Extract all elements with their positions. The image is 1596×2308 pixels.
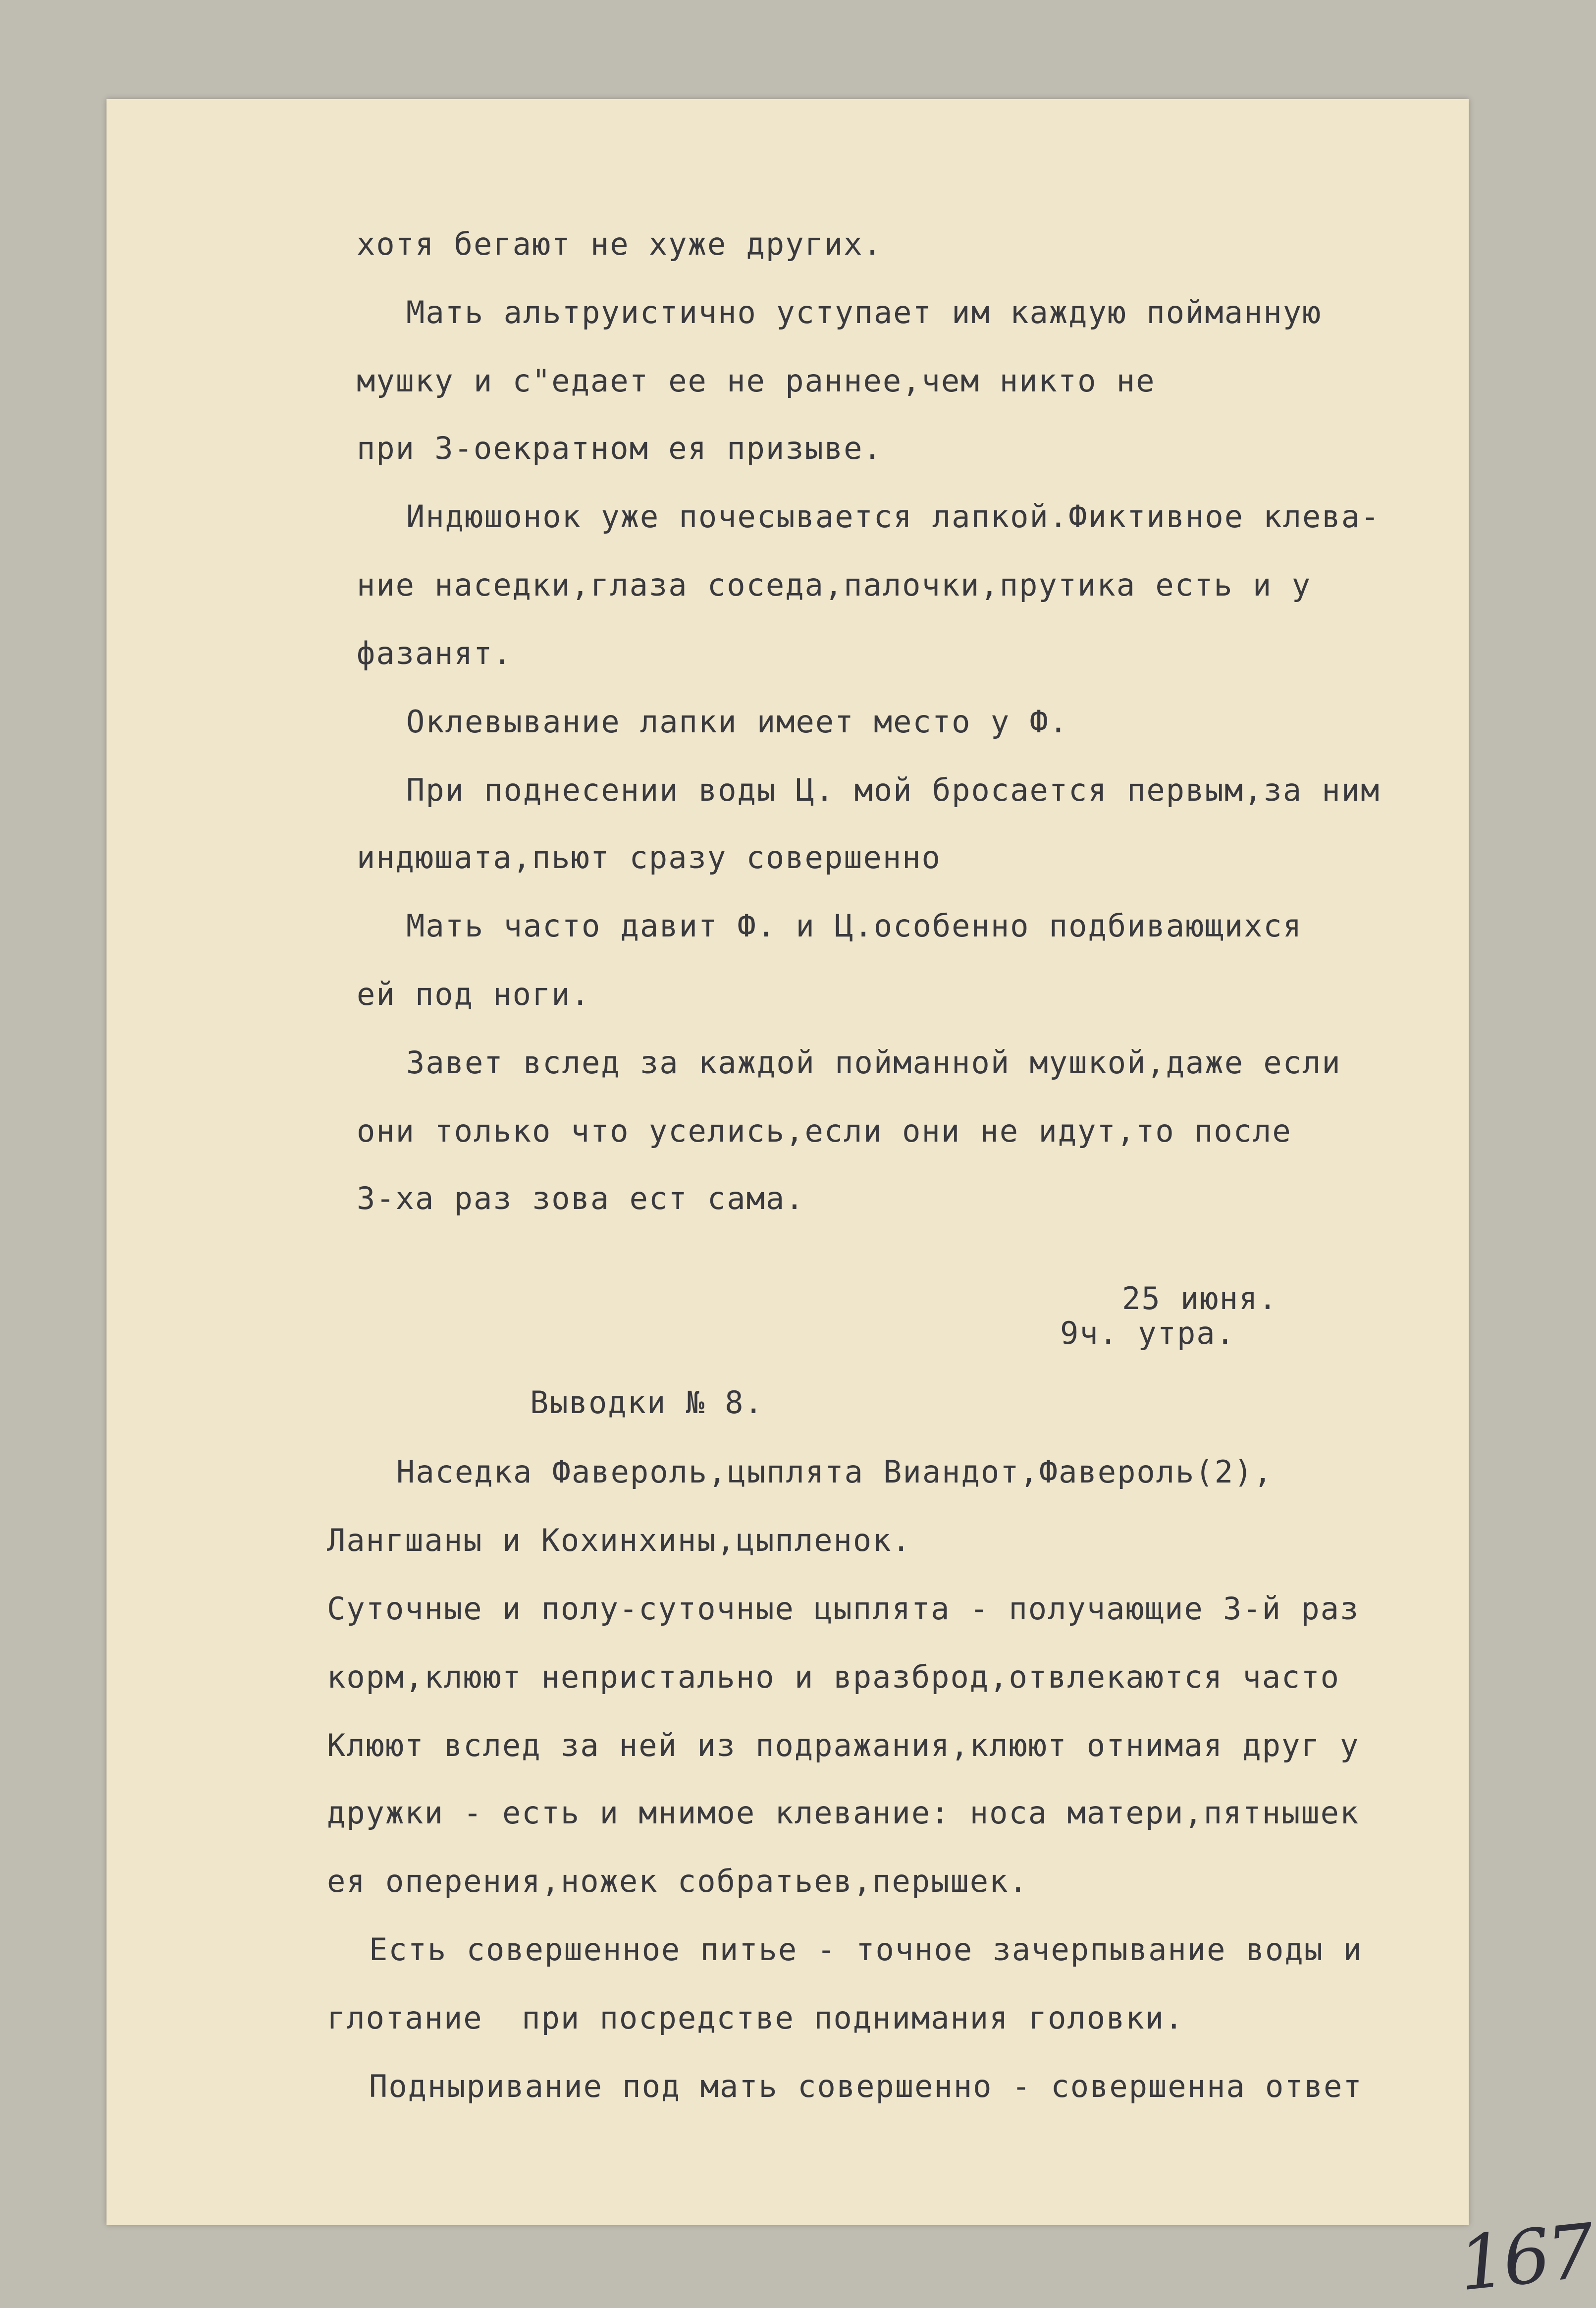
text-line: хотя бегают не хуже других. bbox=[357, 226, 883, 262]
text-line: они только что уселись,если они не идут,то после bbox=[357, 1113, 1292, 1149]
text-line: Наседка Фавероль,цыплята Виандот,Фавероль(2), bbox=[396, 1454, 1273, 1490]
text-line: Подныривание под мать совершенно - совершенна ответ bbox=[369, 2068, 1363, 2104]
text-line: мушку и с"едает ее не раннее,чем никто не bbox=[357, 363, 1156, 399]
text-line: при 3-оекратном ея призыве. bbox=[357, 430, 883, 466]
text-line: Индюшонок уже почесывается лапкой.Фиктивное клева- bbox=[406, 498, 1381, 535]
text-line: ей под ноги. bbox=[357, 976, 590, 1012]
text-line: фазанят. bbox=[357, 635, 513, 671]
text-line: Есть совершенное питье - точное зачерпывание воды и bbox=[369, 1931, 1363, 1968]
text-line: Суточные и полу-суточные цыплята - получающие 3-й раз bbox=[327, 1591, 1360, 1627]
text-line: Лангшаны и Кохинхины,цыпленок. bbox=[327, 1522, 911, 1558]
text-line: Оклевывание лапки имеет место у Ф. bbox=[406, 704, 1069, 740]
text-line: Завет вслед за каждой пойманной мушкой,даже если bbox=[406, 1044, 1341, 1081]
text-line: Мать альтруистично уступает им каждую пойманную bbox=[406, 294, 1322, 330]
text-line: ние наседки,глаза соседа,палочки,прутика есть и у bbox=[357, 567, 1312, 603]
text-line: дружки - есть и мнимое клевание: носа матери,пятнышек bbox=[327, 1795, 1360, 1831]
page-number: 167 bbox=[1454, 2208, 1596, 2308]
document-page bbox=[106, 99, 1596, 2308]
text-line: глотание при посредстве поднимания головки. bbox=[327, 2000, 1184, 2036]
text-line: При поднесении воды Ц. мой бросается первым,за ним bbox=[406, 772, 1381, 808]
text-line: индюшата,пьют сразу совершенно bbox=[357, 839, 941, 876]
text-line: корм,клюют непристально и вразброд,отвлекаются часто bbox=[327, 1659, 1340, 1695]
text-line: Мать часто давит Ф. и Ц.особенно подбивающихся bbox=[406, 908, 1303, 944]
text-line: Клюют вслед за ней из подражания,клюют отнимая друг у bbox=[327, 1727, 1360, 1763]
text-line: ея оперения,ножек собратьев,перышек. bbox=[327, 1863, 1028, 1899]
time-line: 9ч. утра. bbox=[1060, 1315, 1235, 1351]
section-heading: Выводки № 8. bbox=[530, 1384, 764, 1421]
text-line: 3-ха раз зова ест сама. bbox=[357, 1180, 805, 1216]
date-line: 25 июня. bbox=[1122, 1280, 1278, 1317]
